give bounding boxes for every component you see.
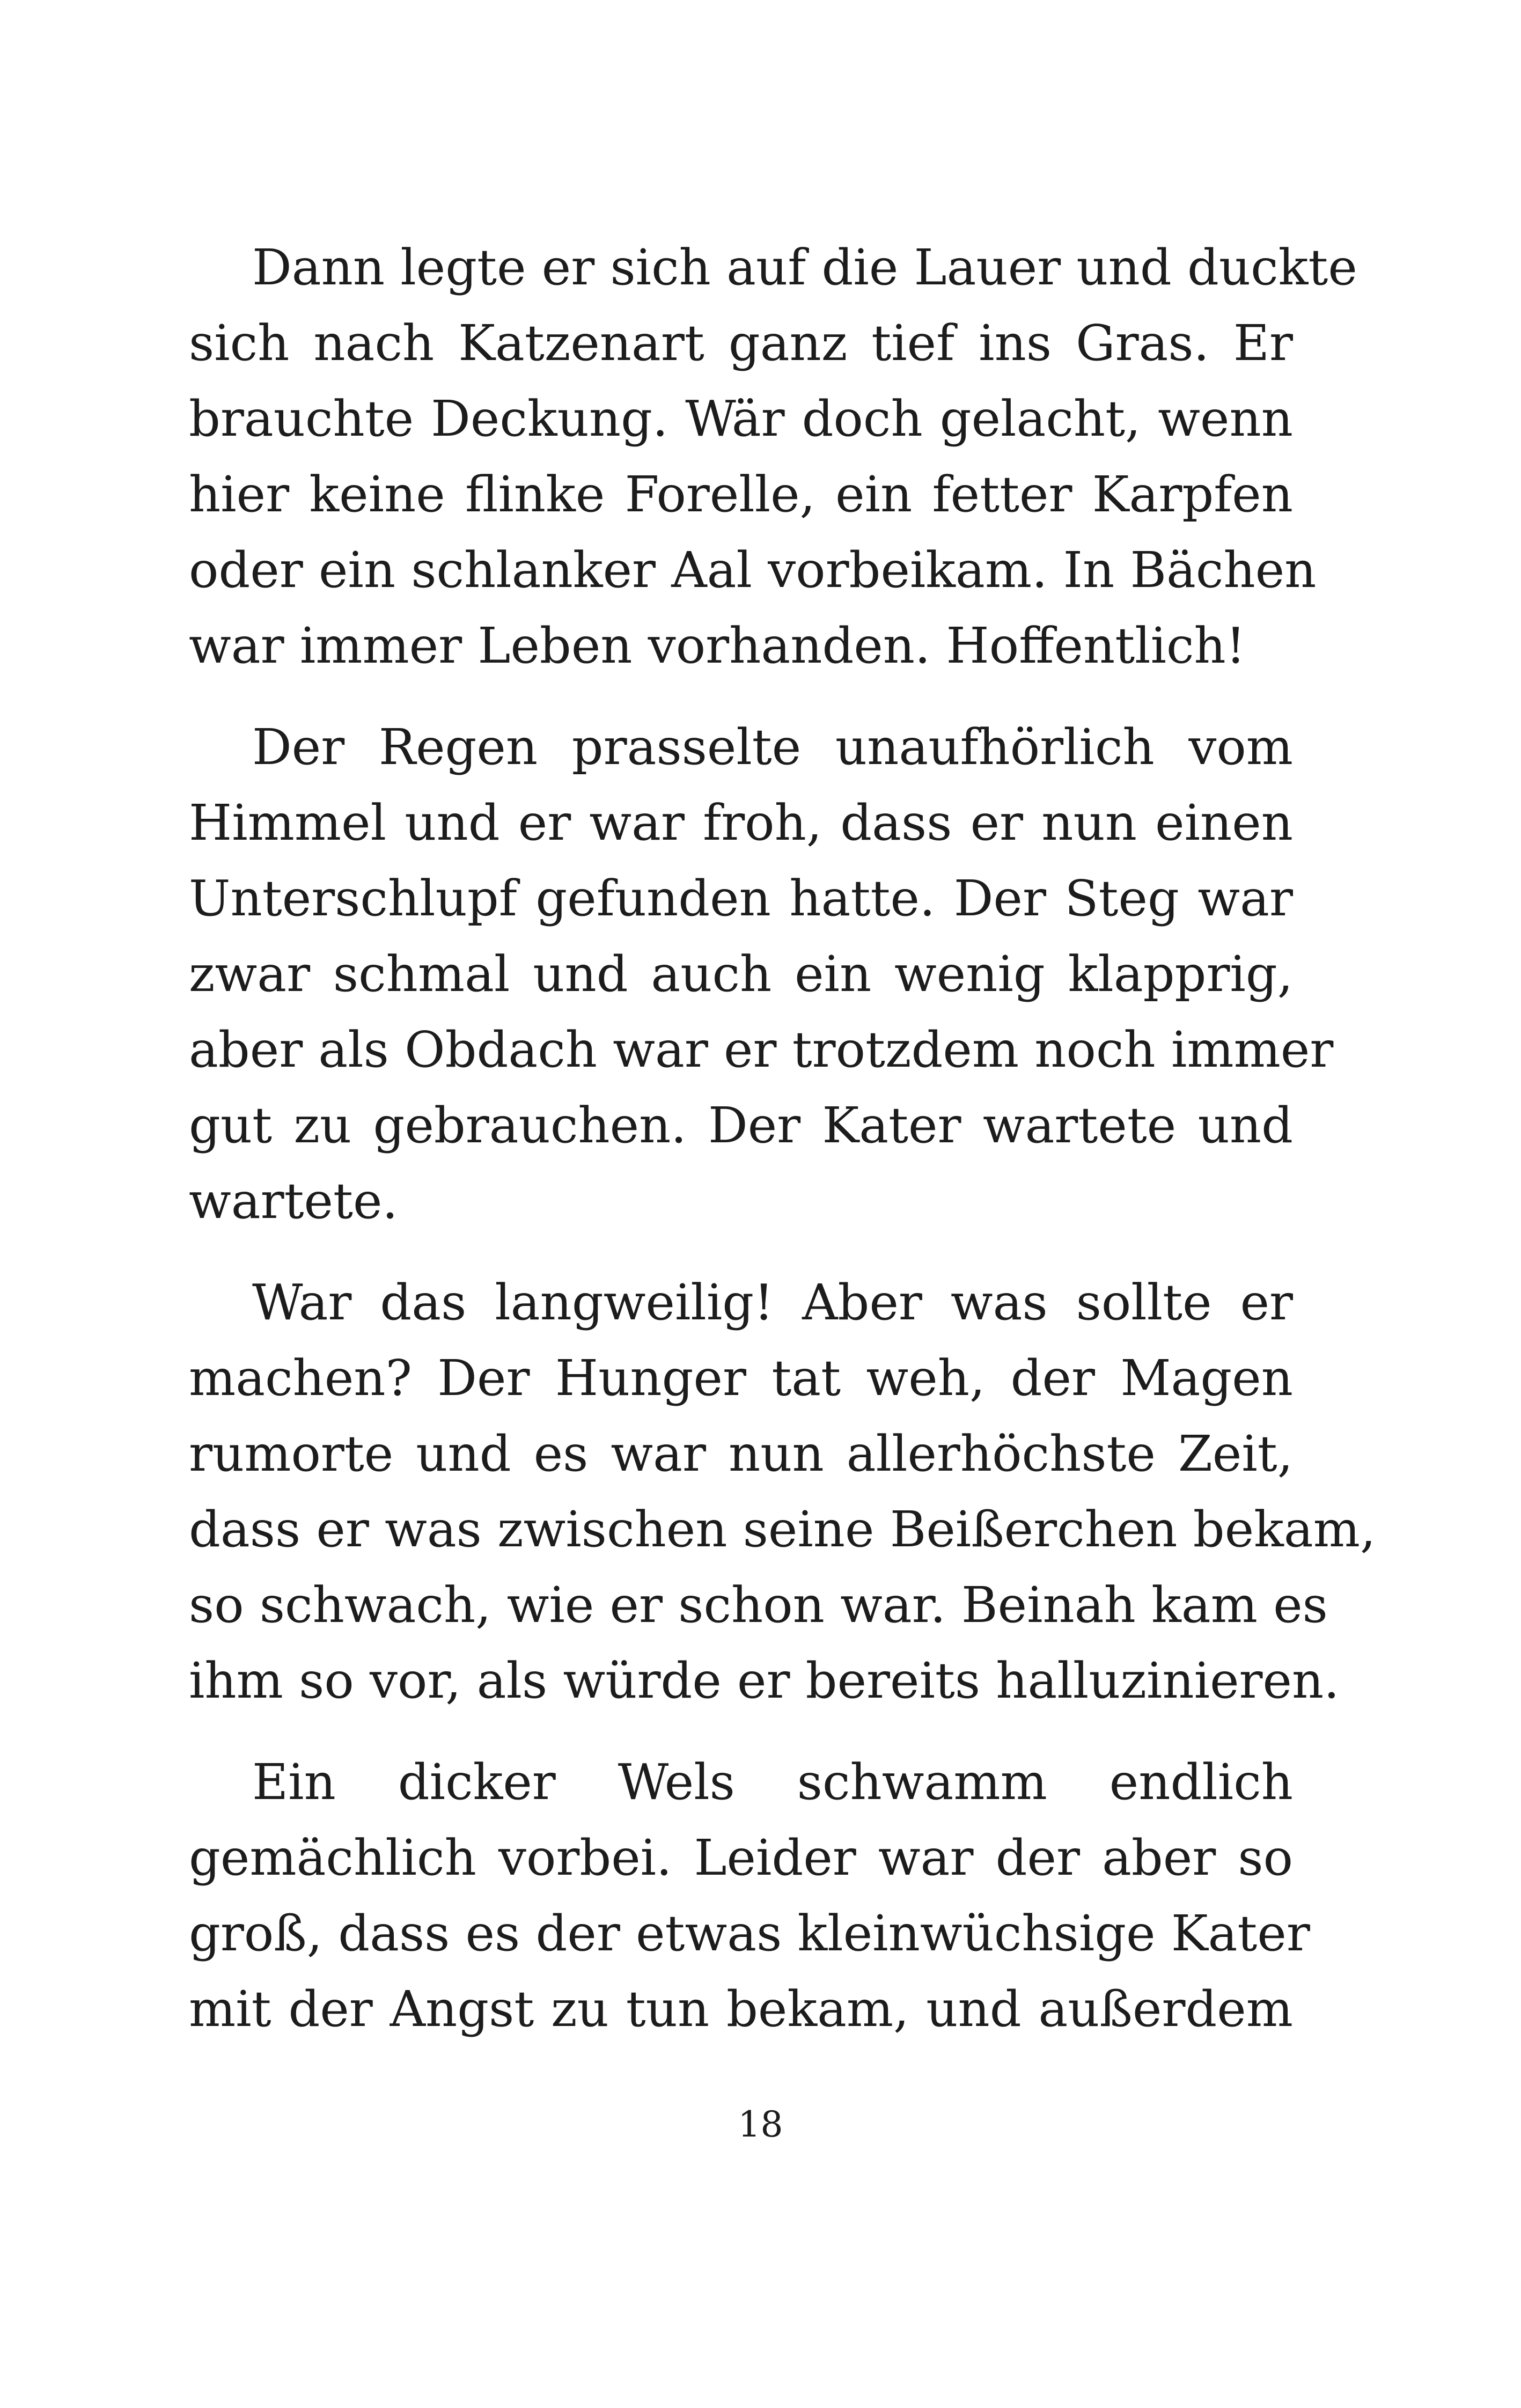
text-line: brauchte Deckung. Wär doch gelacht, wenn xyxy=(189,390,1293,447)
text-line: gut zu gebrauchen. Der Kater wartete und xyxy=(189,1097,1293,1154)
page-number: 18 xyxy=(738,2104,783,2145)
text-line: wartete. xyxy=(189,1172,398,1230)
text-line: War das langweilig! Aber was sollte er xyxy=(252,1274,1293,1331)
text-line: rumorte und es war nun allerhöchste Zeit, xyxy=(189,1425,1293,1482)
text-line: oder ein schlanker Aal vorbeikam. In Bächen xyxy=(189,541,1317,599)
paragraph-3 xyxy=(189,1265,1376,1719)
text-line: so schwach, wie er schon war. Beinah kam es xyxy=(189,1576,1328,1634)
paragraph-1 xyxy=(189,230,1357,684)
text-line: gemächlich vorbei. Leider war der aber so xyxy=(189,1829,1293,1886)
paragraph-4 xyxy=(189,1744,1310,2047)
text-line: sich nach Katzenart ganz tief ins Gras. Er xyxy=(189,314,1293,372)
text-line: war immer Leben vorhanden. Hoffentlich! xyxy=(189,617,1246,674)
text-line: mit der Angst zu tun bekam, und außerdem xyxy=(189,1980,1293,2038)
text-line: machen? Der Hunger tat weh, der Magen xyxy=(189,1349,1293,1407)
text-line: Unterschlupf gefunden hatte. Der Steg war xyxy=(189,870,1293,927)
text-line: Der Regen prasselte unaufhörlich vom xyxy=(252,718,1293,776)
text-line: dass er was zwischen seine Beißerchen bekam, xyxy=(189,1501,1376,1558)
text-line: hier keine flinke Forelle, ein fetter Karpfen xyxy=(189,466,1293,523)
text-line: Himmel und er war froh, dass er nun einen xyxy=(189,794,1293,851)
text-line: ihm so vor, als würde er bereits halluzinieren. xyxy=(189,1652,1340,1709)
text-line: aber als Obdach war er trotzdem noch immer xyxy=(189,1021,1334,1078)
text-line: zwar schmal und auch ein wenig klapprig, xyxy=(189,945,1293,1003)
text-line: Ein dicker Wels schwamm endlich xyxy=(252,1753,1293,1811)
text-line: groß, dass es der etwas kleinwüchsige Kater xyxy=(189,1905,1310,1962)
body-text xyxy=(189,230,1376,2047)
text-line: Dann legte er sich auf die Lauer und duckte xyxy=(252,239,1357,296)
paragraph-2 xyxy=(189,709,1334,1239)
